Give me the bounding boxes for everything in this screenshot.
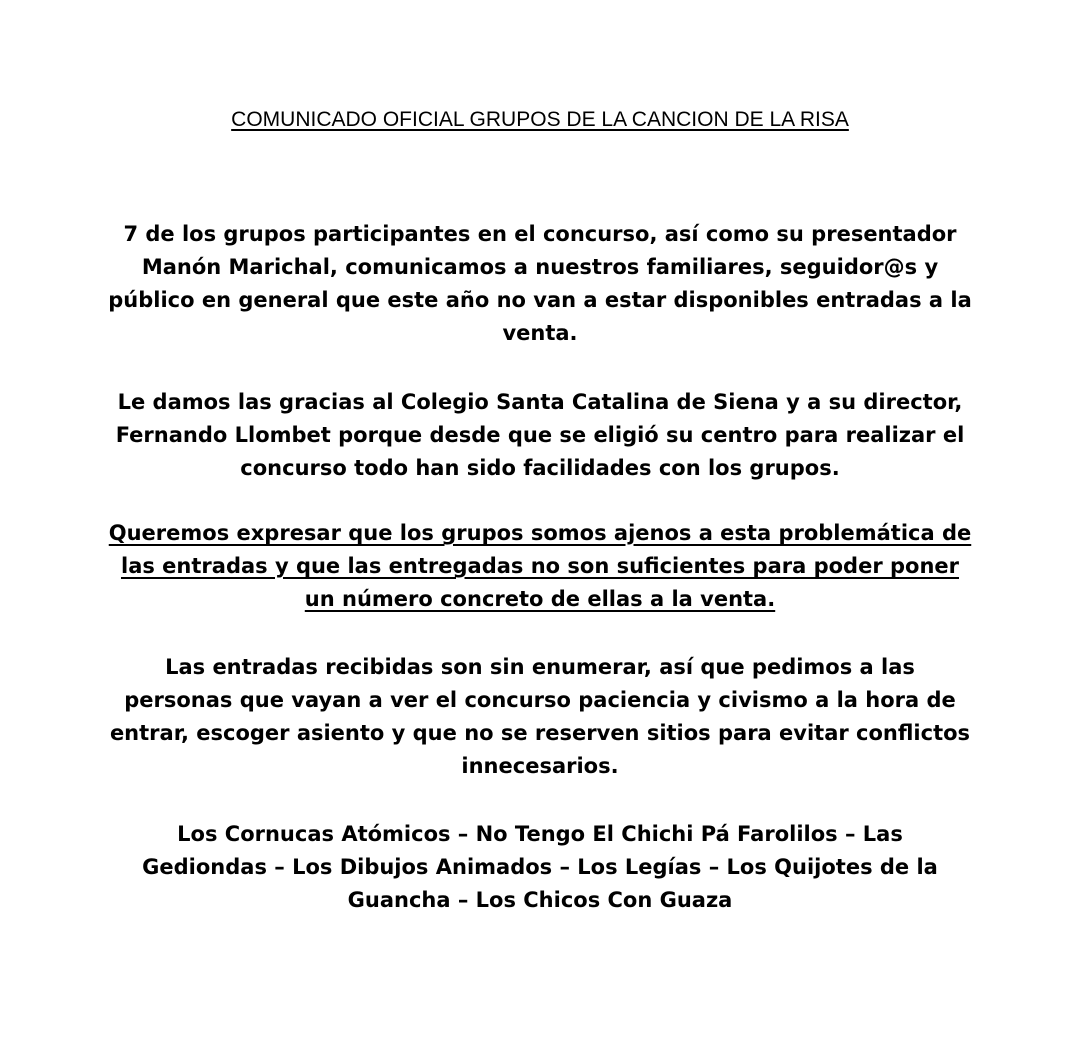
document-title: COMUNICADO OFICIAL GRUPOS DE LA CANCION DE LA RISA (231, 108, 849, 131)
paragraph-statement: Queremos expresar que los grupos somos ajenos a esta problemática de las entradas y que las entregadas no son suficientes para poder poner un número concreto de ellas a la venta. (108, 521, 972, 611)
paragraph-thanks: Le damos las gracias al Colegio Santa Catalina de Siena y a su director, Fernando Llombet porque desde que se eligió su centro para realizar el concurso todo han sido facilidades con los grupos. (115, 390, 965, 480)
paragraph-announcement: 7 de los grupos participantes en el concurso, así como su presentador Manón Marichal, comunicamos a nuestros familiares, seguidor@s y público en general que este año no van a estar disponibles entradas a la venta. (108, 222, 972, 345)
paragraph-group-list: Los Cornucas Atómicos – No Tengo El Chichi Pá Farolilos – Las Gediondas – Los Dibujos Animados – Los Legías – Los Quijotes de la Guancha – Los Chicos Con Guaza (142, 822, 938, 912)
paragraph-request: Las entradas recibidas son sin enumerar, así que pedimos a las personas que vayan a ver el concurso paciencia y civismo a la hora de entrar, escoger asiento y que no se reserven sitios para evitar conflictos innecesarios. (109, 655, 971, 778)
